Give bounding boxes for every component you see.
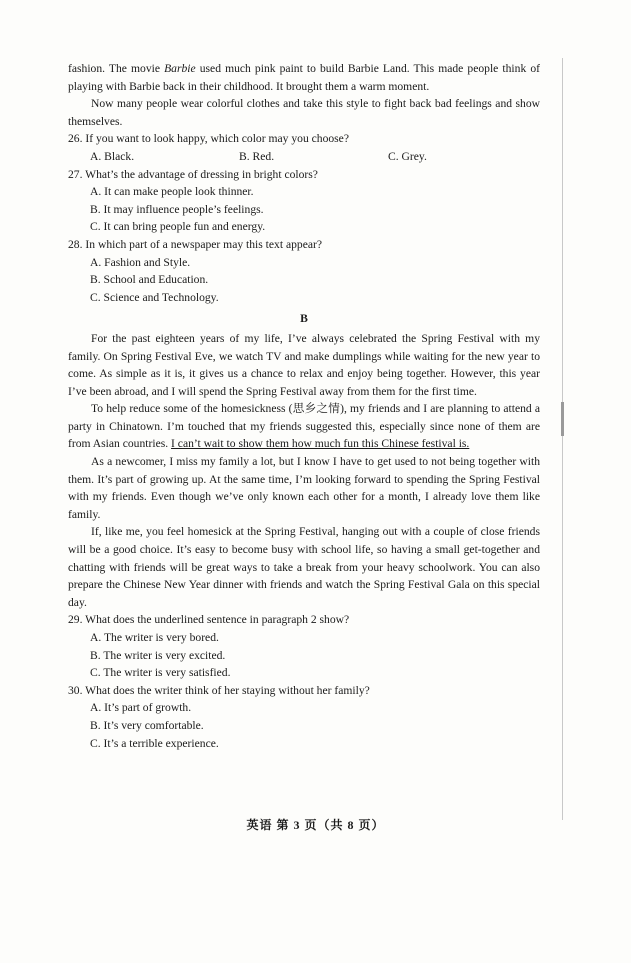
passage-b-paragraph-2-text: To help reduce some of the homesickness (思乡之情), my friends and I are planning to attend a party in Chinatown. I’m touched that my friends suggested this, especially since none of them are from Asian countries. [68,402,540,451]
option-28-c: C. Science and Technology. [90,290,219,304]
passage-a-paragraph-end [68,60,540,95]
option-27-c: C. It can bring people fun and energy. [90,220,266,234]
margin-line [562,58,563,820]
passage-a-paragraph-2: Now many people wear colorful clothes and take this style to fight back bad feelings and show themselves. [68,97,540,128]
option-26-c: C. Grey. [388,149,427,163]
option-26-b: B. Red. [239,149,275,163]
margin-mark [561,402,564,436]
passage-b-paragraph-4: If, like me, you feel homesick at the Spring Festival, hanging out with a couple of close friends will be a good choice. It’s easy to become busy with school life, so having a small get-together and chatting with friends will be great ways to take a break from your heavy schoolwork. You can also prepare the Chinese New Year dinner with friends and watch the Spring Festival Gala on this special day. [68,525,540,609]
option-29-c: C. The writer is very satisfied. [90,666,231,680]
option-26-a: A. Black. [90,149,135,163]
question-27: 27. What’s the advantage of dressing in bright colors? [68,167,318,181]
option-30-c: C. It’s a terrible experience. [90,736,219,750]
passage-b-paragraph-3: As a newcomer, I miss my family a lot, but I know I have to get used to not being together with them. It’s part of growing up. At the same time, I’m looking forward to spending the Spring Festival with my friends. Even though we’ve only known each other for a month, I already love them like family. [68,455,540,521]
option-29-b: B. The writer is very excited. [90,648,226,662]
page-footer: 英语 第 3 页（共 8 页） [246,818,385,832]
underlined-sentence: I can’t wait to show them how much fun this Chinese festival is. [171,437,470,451]
option-29-a: A. The writer is very bored. [90,631,219,644]
question-29: 29. What does the underlined sentence in paragraph 2 show? [68,613,350,627]
option-27-a: A. It can make people look thinner. [90,185,254,199]
question-26-options [68,148,540,166]
option-27-b: B. It may influence people’s feelings. [90,202,264,216]
passage-b-paragraph-1: For the past eighteen years of my life, I’ve always celebrated the Spring Festival with my family. On Spring Festival Eve, we watch TV and make dumplings while waiting for the new year to come. As simple as it is, it gives us a chance to relax and enjoy being together. However, this year I’ve been abroad, and I will spend the Spring Festival away from them for the first time. [68,331,540,398]
option-28-b: B. School and Education. [90,273,209,287]
movie-title: Barbie [164,62,196,75]
passage-a-text-1: fashion. The movie [68,62,165,75]
section-b-heading: B [300,312,308,326]
passage-b-paragraph-2 [68,400,540,453]
option-30-a: A. It’s part of growth. [90,701,192,715]
passage-a-text-2: used much pink paint to build Barbie Land. This made people think of playing with Barbie back in their childhood. It brought them a warm moment. [68,62,540,93]
option-28-a: A. Fashion and Style. [90,255,191,269]
option-30-b: B. It’s very comfortable. [90,718,204,732]
question-26: 26. If you want to look happy, which color may you choose? [68,132,349,146]
question-30: 30. What does the writer think of her staying without her family? [68,683,370,697]
page-content [68,60,540,752]
question-28: 28. In which part of a newspaper may this text appear? [68,237,323,251]
